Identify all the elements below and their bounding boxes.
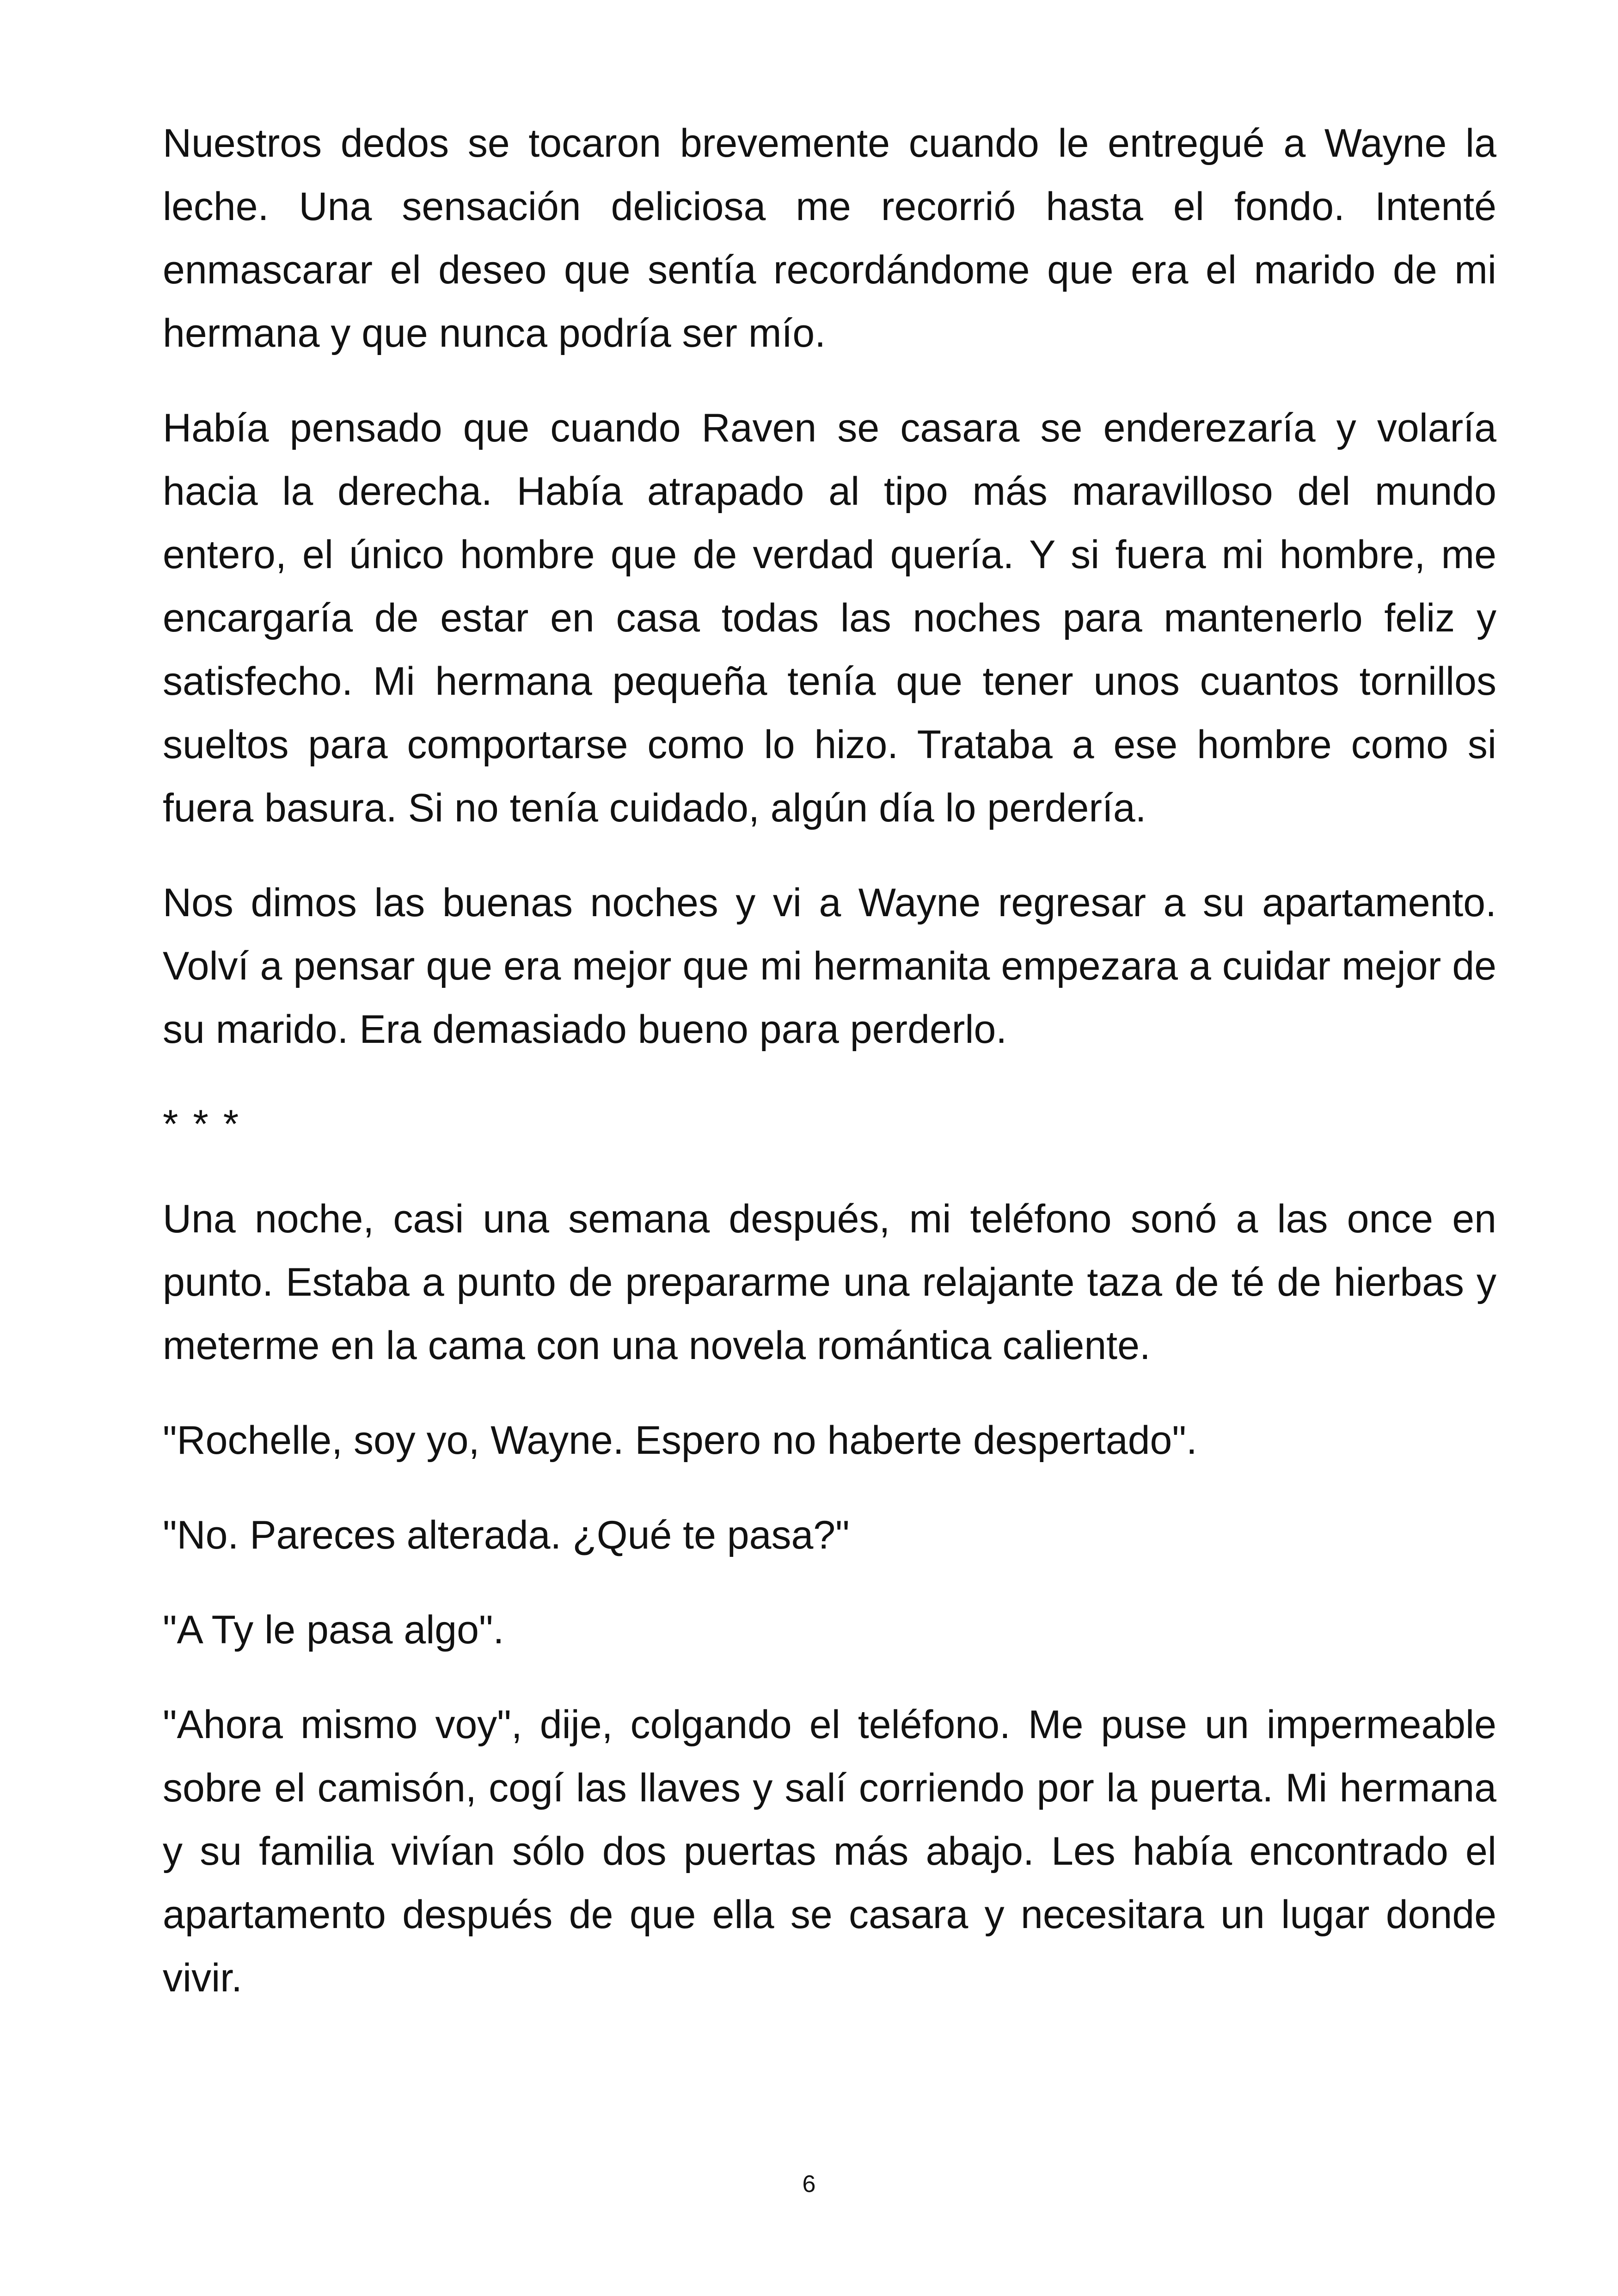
body-text (163, 112, 1496, 2010)
page-number: 6 (802, 2171, 816, 2198)
paragraph: Había pensado que cuando Raven se casara se enderezaría y volaría hacia la derecha. Había atrapado al tipo más maravilloso del mundo entero, el único hombre que de verdad quería. Y si fuera mi hombre, me encargaría de estar en casa todas las noches para mantenerlo feliz y satisfecho. Mi hermana pequeña tenía que tener unos cuantos tornillos sueltos para comportarse como lo hizo. Trataba a ese hombre como si fuera basura. Si no tenía cuidado, algún día lo perdería. (163, 406, 1496, 830)
dialogue-line: "No. Pareces alterada. ¿Qué te pasa?" (163, 1513, 850, 1557)
dialogue-line: "A Ty le pasa algo". (163, 1608, 504, 1652)
scene-break: * * * (163, 1102, 241, 1146)
dialogue-line: "Rochelle, soy yo, Wayne. Espero no haberte despertado". (163, 1418, 1197, 1463)
paragraph: Nuestros dedos se tocaron brevemente cuando le entregué a Wayne la leche. Una sensación deliciosa me recorrió hasta el fondo. Intenté enmascarar el deseo que sentía recordándome que era el marido de mi hermana y que nunca podría ser mío. (163, 121, 1496, 355)
paragraph: Nos dimos las buenas noches y vi a Wayne regresar a su apartamento. Volví a pensar que era mejor que mi hermanita empezara a cuidar mejor de su marido. Era demasiado bueno para perderlo. (163, 881, 1496, 1052)
paragraph: "Ahora mismo voy", dije, colgando el teléfono. Me puse un impermeable sobre el camisón, cogí las llaves y salí corriendo por la puerta. Mi hermana y su familia vivían sólo dos puertas más abajo. Les había encontrado el apartamento después de que ella se casara y necesitara un lugar donde vivir. (163, 1702, 1496, 2000)
paragraph: Una noche, casi una semana después, mi teléfono sonó a las once en punto. Estaba a punto de prepararme una relajante taza de té de hierbas y meterme en la cama con una novela romántica caliente. (163, 1197, 1496, 1368)
